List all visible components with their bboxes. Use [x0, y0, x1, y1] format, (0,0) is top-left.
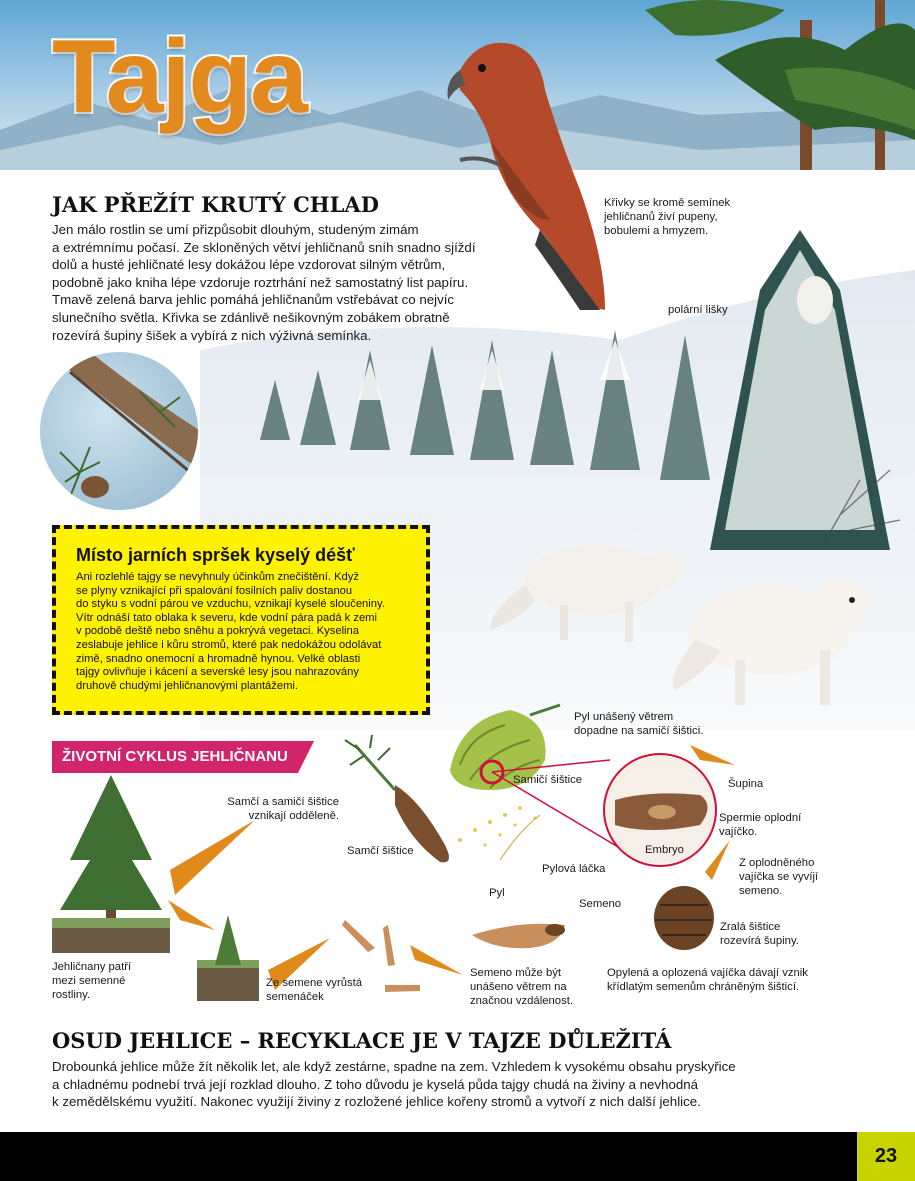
- intro-line: Jen málo rostlin se umí přizpůsobit dlouhým, studeným zimám: [52, 222, 419, 237]
- acid-rain-heading: Místo jarních spršek kyselý déšť: [76, 545, 355, 565]
- label-separate: Samčí a samičí šištice vznikají odděleně.: [227, 796, 339, 822]
- label-wind-seed: Semeno může být unášeno větrem na značnou vzdálenost.: [470, 967, 573, 1007]
- needle-paragraph: Drobounká jehlice může žít několik let, ale když zestárne, spadne na zem. Vzhledem k vysokému obsahu pryskyřice a chladnému podnebí trvá její rozklad dlouho. Z toho důvodu je kyselá půda tajgy chudá na živiny a nevhodná k zemědělskému využití. Nakonec využijí živiny z rozložené jehlice kořeny stromů a vytvoří z nich další jehlice.: [52, 1059, 736, 1110]
- intro-line: podobně jako kniha lépe vzdoruje roztrhání než samostatný list papíru.: [52, 274, 469, 290]
- intro-line: Tmavě zelená barva jehlic pomáhá jehličnanům vstřebávat co nejvíc: [52, 292, 455, 308]
- label-conifers: Jehličnany patří mezi semenné rostliny.: [52, 961, 132, 1001]
- label-pollen-tube: Pylová láčka: [542, 863, 606, 875]
- pine-branch-circle-image: [38, 350, 200, 512]
- fox-caption: polární lišky: [668, 304, 728, 316]
- pine-trees-image: [585, 0, 915, 170]
- mature-cone-image: [654, 886, 714, 950]
- acid-rain-paragraph: Ani rozlehlé tajgy se nevyhnuly účinkům znečištění. Když se plyny vznikající při spalování fosilních paliv dostanou do styku s vodní párou ve vzduchu, vznikají kyselé sloučeniny. Vítr odnáší tato oblaka k severu, kde vodní pára padá k zemi v podobě deště nebo sněhu a pokrývá vegetaci. Kyselina zeslabuje jehlice i kůru stromů, které pak nedokážou odolávat zimě, snadno onemocní a hromadně hynou. Velké oblasti tajgy ovlivňuje i kácení a severské lesy jsou nahrazovány druhově chudými jehličnanovými plantážemi.: [76, 571, 385, 692]
- label-male-cone: Samčí šištice: [347, 845, 414, 857]
- label-mature-cone: Zralá šištice rozevírá šupiny.: [720, 921, 799, 947]
- seedling-image: [197, 915, 259, 1001]
- conifer-tree-image: [52, 775, 170, 953]
- label-pollen: Pyl: [489, 887, 505, 899]
- label-scale: Šupina: [728, 778, 764, 790]
- needle-heading: OSUD JEHLICE – RECYKLACE JE V TAJZE DŮLEŽITÁ: [52, 1028, 672, 1053]
- winged-seed-image: [472, 924, 565, 948]
- label-seed-develops: Z oplodněného vajíčka se vyvíjí semeno.: [739, 857, 819, 897]
- intro-heading: JAK PŘEŽÍT KRUTÝ CHLAD: [52, 192, 379, 217]
- label-pollen-lands: Pyl unášený větrem dopadne na samičí šištici.: [574, 711, 704, 737]
- pine-branch-image: [40, 352, 200, 512]
- label-sperm: Spermie oplodní vajíčko.: [719, 812, 802, 838]
- intro-line: rozevírá šupiny šišek a vybírá z nich výživná semínka.: [52, 327, 372, 343]
- intro-line: dolů a husté jehličnaté lesy dokážou lépe vzdorovat silným větrům,: [52, 257, 446, 273]
- label-seed: Semeno: [579, 898, 622, 910]
- label-female-cone: Samičí šištice: [513, 774, 583, 786]
- life-cycle-title: ŽIVOTNÍ CYKLUS JEHLIČNANU: [52, 741, 298, 773]
- pollen-dots: [458, 806, 537, 847]
- page-title: Tajga: [52, 19, 306, 135]
- label-seedling: Ze semene vyrůstá semenáček: [266, 977, 363, 1003]
- acid-rain-box: [52, 525, 430, 715]
- label-embryo: Embryo: [645, 844, 684, 856]
- intro-paragraph: [52, 221, 522, 344]
- page-number: 23: [857, 1132, 915, 1181]
- intro-line: slunečního světla. Křivka se zdánlivě nešikovným zobákem obratně: [52, 309, 450, 325]
- intro-line: a extrémnímu počasí. Ze skloněných větví jehličnanů sníh snadno sjíždí: [52, 239, 476, 255]
- bird-caption: Křivky se kromě semínek jehličnanů živí pupeny, bobulemi a hmyzem.: [604, 197, 731, 237]
- footer-bar: [0, 1132, 915, 1181]
- label-winged-seeds: Opylená a oplozená vajíčka dávají vznik křídlatým semenům chráněným šišticí.: [607, 967, 808, 993]
